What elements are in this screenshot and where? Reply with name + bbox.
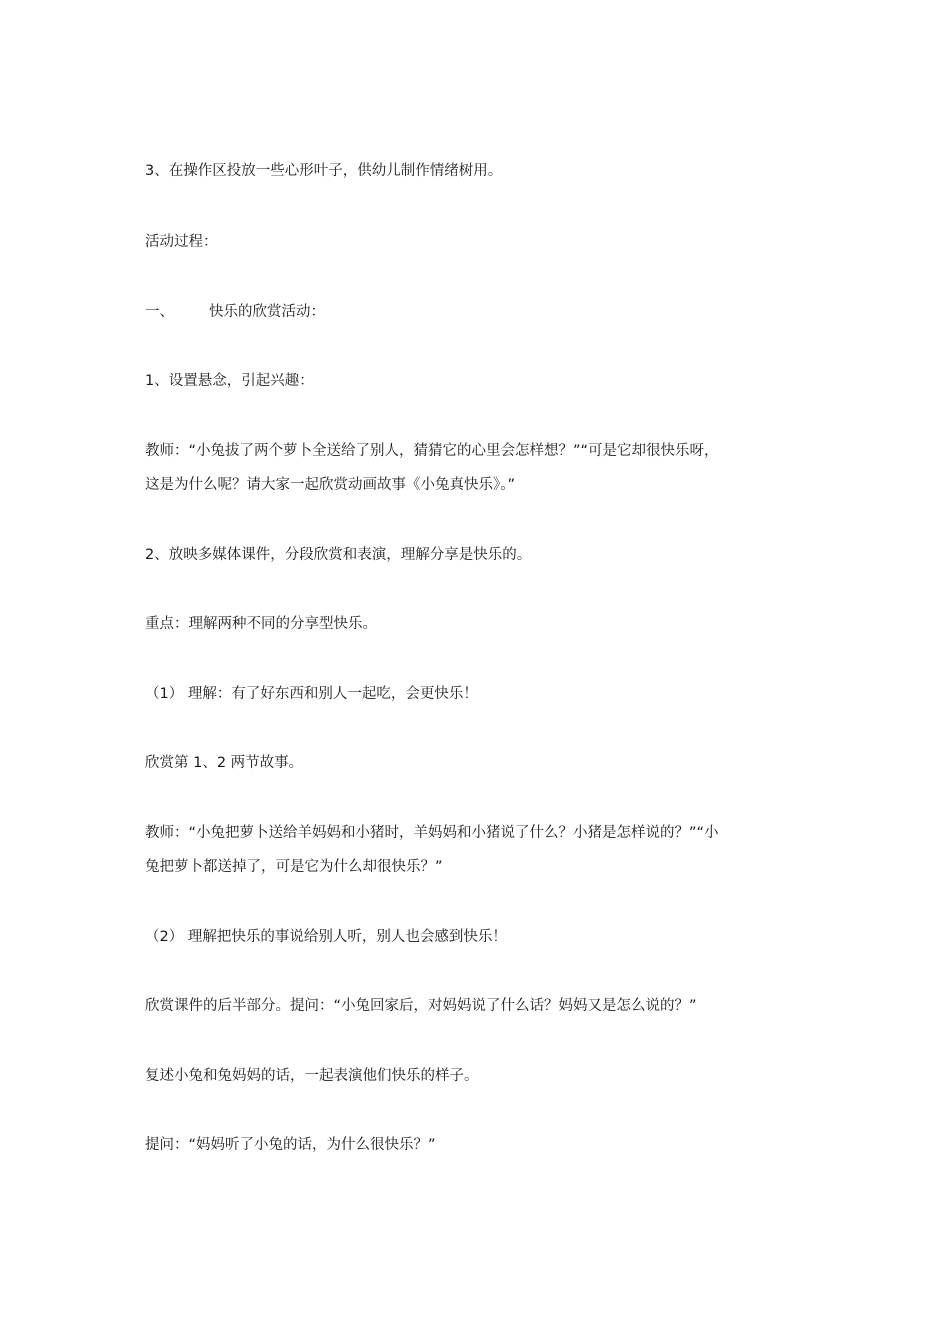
text-line: 教师：“小兔拔了两个萝卜全送给了别人，猜猜它的心里会怎样想？”“可是它却很快乐呀，	[145, 443, 719, 459]
paragraph-step-2: 2、放映多媒体课件，分段欣赏和表演，理解分享是快乐的。	[145, 547, 532, 563]
section-title: 快乐的欣赏活动：	[209, 304, 325, 320]
paragraph-teacher-question-1	[145, 434, 810, 502]
text-line: 这是为什么呢？请大家一起欣赏动画故事《小兔真快乐》。”	[145, 477, 516, 493]
paragraph-understanding-2: （2） 理解把快乐的事说给别人听，别人也会感到快乐！	[145, 929, 507, 945]
paragraph-understanding-1: （1） 理解：有了好东西和别人一起吃，会更快乐！	[145, 686, 478, 702]
text-line: 教师：“小兔把萝卜送给羊妈妈和小猪时，羊妈妈和小猪说了什么？小猪是怎样说的？”“小	[145, 825, 719, 841]
paragraph-retell: 复述小兔和兔妈妈的话，一起表演他们快乐的样子。	[145, 1068, 479, 1084]
paragraph-preparation-3: 3、在操作区投放一些心形叶子，供幼儿制作情绪树用。	[145, 163, 503, 179]
paragraph-activity-process: 活动过程：	[145, 234, 218, 250]
section-number: 一、	[145, 304, 174, 320]
paragraph-appreciate-second-half: 欣赏课件的后半部分。提问：“小兔回家后，对妈妈说了什么话？妈妈又是怎么说的？”	[145, 998, 697, 1014]
paragraph-teacher-question-2	[145, 816, 810, 884]
paragraph-appreciate-sections: 欣赏第 1、2 两节故事。	[145, 755, 304, 771]
paragraph-step-1: 1、设置悬念，引起兴趣：	[145, 373, 314, 389]
paragraph-key-point: 重点：理解两种不同的分享型快乐。	[145, 616, 377, 632]
paragraph-question-mom: 提问：“妈妈听了小兔的话，为什么很快乐？”	[145, 1137, 436, 1153]
section-heading-1	[145, 295, 810, 329]
text-line: 兔把萝卜都送掉了，可是它为什么却很快乐？”	[145, 859, 443, 875]
